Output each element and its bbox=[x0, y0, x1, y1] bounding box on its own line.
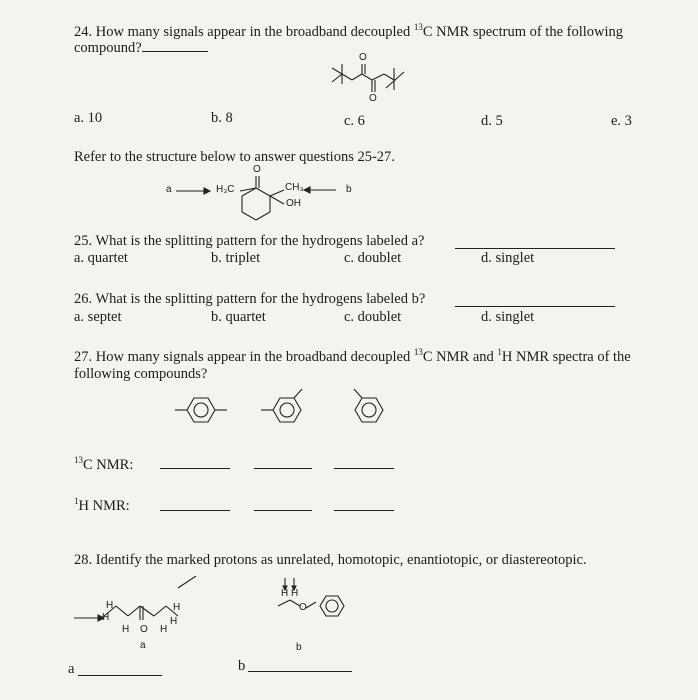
q28-molecule-2 bbox=[276, 576, 366, 653]
q25-option-a[interactable]: a. quartet bbox=[74, 250, 128, 266]
q28-stem: 28. Identify the marked protons as unrelated, homotopic, enantiotopic, or diastereotopic. bbox=[74, 552, 587, 568]
q25-option-d[interactable]: d. singlet bbox=[481, 250, 535, 266]
label-ch3: CH₃ bbox=[285, 182, 304, 193]
q27-h1-label: $^1$H NMR: bbox=[74, 496, 130, 514]
q24-molecule bbox=[328, 52, 418, 110]
q27-c13-blank-1[interactable] bbox=[160, 468, 230, 469]
q24-ester-o-label: O bbox=[369, 93, 377, 104]
q28-molecule-1 bbox=[74, 576, 204, 651]
q27-stem-line1: 27. How many signals appear in the broadband decoupled $^{13}$C NMR and $^1$H NMR spectra of the bbox=[74, 347, 631, 365]
label-carbonyl-o: O bbox=[253, 164, 261, 175]
label-a: a bbox=[166, 184, 172, 195]
q27-compound-para-xylene bbox=[172, 392, 232, 428]
q26-option-d[interactable]: d. singlet bbox=[481, 309, 535, 325]
q26-stem: 26. What is the splitting pattern for the hydrogens labeled b? bbox=[74, 291, 426, 307]
q24-option-e[interactable]: e. 3 bbox=[611, 113, 632, 129]
q28-m1-o: O bbox=[140, 624, 148, 635]
reference-structure bbox=[160, 166, 370, 228]
q24-answer-blank[interactable] bbox=[142, 51, 208, 52]
q24-stem-line2: compound? bbox=[74, 40, 208, 57]
q28-m2-hh: H H bbox=[281, 588, 299, 599]
q26-option-b[interactable]: b. quartet bbox=[211, 309, 266, 325]
q25-stem: 25. What is the splitting pattern for the hydrogens labeled a? bbox=[74, 233, 425, 249]
q27-c13-blank-2[interactable] bbox=[254, 468, 312, 469]
label-oh: OH bbox=[286, 198, 301, 209]
q27-h1-blank-3[interactable] bbox=[334, 510, 394, 511]
q27-compound-meta-xylene bbox=[258, 388, 318, 428]
q26-option-a[interactable]: a. septet bbox=[74, 309, 122, 325]
q28-m2-o: O bbox=[299, 602, 307, 613]
q28-answer-b-label: b bbox=[238, 658, 246, 674]
q28-m1-h1: H bbox=[106, 600, 114, 611]
q24-option-b[interactable]: b. 8 bbox=[211, 110, 233, 126]
q28-m2-b: b bbox=[296, 642, 302, 653]
q28-m1-h5: H bbox=[173, 602, 181, 613]
q27-c13-label: $^{13}$C NMR: bbox=[74, 455, 134, 473]
q27-compound-toluene bbox=[340, 388, 400, 428]
label-h3c: H₃C bbox=[216, 184, 235, 195]
q28-m1-h3: H bbox=[122, 624, 130, 635]
q24-stem-line1: 24. How many signals appear in the broadband decoupled $^{13}$C NMR spectrum of the following bbox=[74, 22, 624, 40]
q25-option-c[interactable]: c. doublet bbox=[344, 250, 402, 266]
q25-answer-blank[interactable] bbox=[455, 248, 615, 249]
refer-instruction: Refer to the structure below to answer questions 25-27. bbox=[74, 149, 395, 165]
q28-answer-b-blank[interactable] bbox=[248, 671, 352, 672]
q24-option-c[interactable]: c. 6 bbox=[344, 113, 365, 129]
q24-ketone-o-label: O bbox=[359, 52, 367, 63]
q24-option-a[interactable]: a. 10 bbox=[74, 110, 103, 126]
q24-option-d[interactable]: d. 5 bbox=[481, 113, 503, 129]
q27-h1-blank-2[interactable] bbox=[254, 510, 312, 511]
q28-answer-a-label: a bbox=[68, 661, 75, 677]
q25-option-b[interactable]: b. triplet bbox=[211, 250, 261, 266]
q28-m1-a: a bbox=[140, 640, 146, 651]
q28-m1-h4: H bbox=[160, 624, 168, 635]
q28-m1-h6: H bbox=[170, 616, 178, 627]
q28-m1-h2: H bbox=[102, 612, 110, 623]
q26-answer-blank[interactable] bbox=[455, 306, 615, 307]
label-b: b bbox=[346, 184, 352, 195]
q26-option-c[interactable]: c. doublet bbox=[344, 309, 402, 325]
q27-stem-line2: following compounds? bbox=[74, 366, 208, 382]
q28-answer-a-blank[interactable] bbox=[78, 675, 162, 676]
q27-h1-blank-1[interactable] bbox=[160, 510, 230, 511]
q27-c13-blank-3[interactable] bbox=[334, 468, 394, 469]
